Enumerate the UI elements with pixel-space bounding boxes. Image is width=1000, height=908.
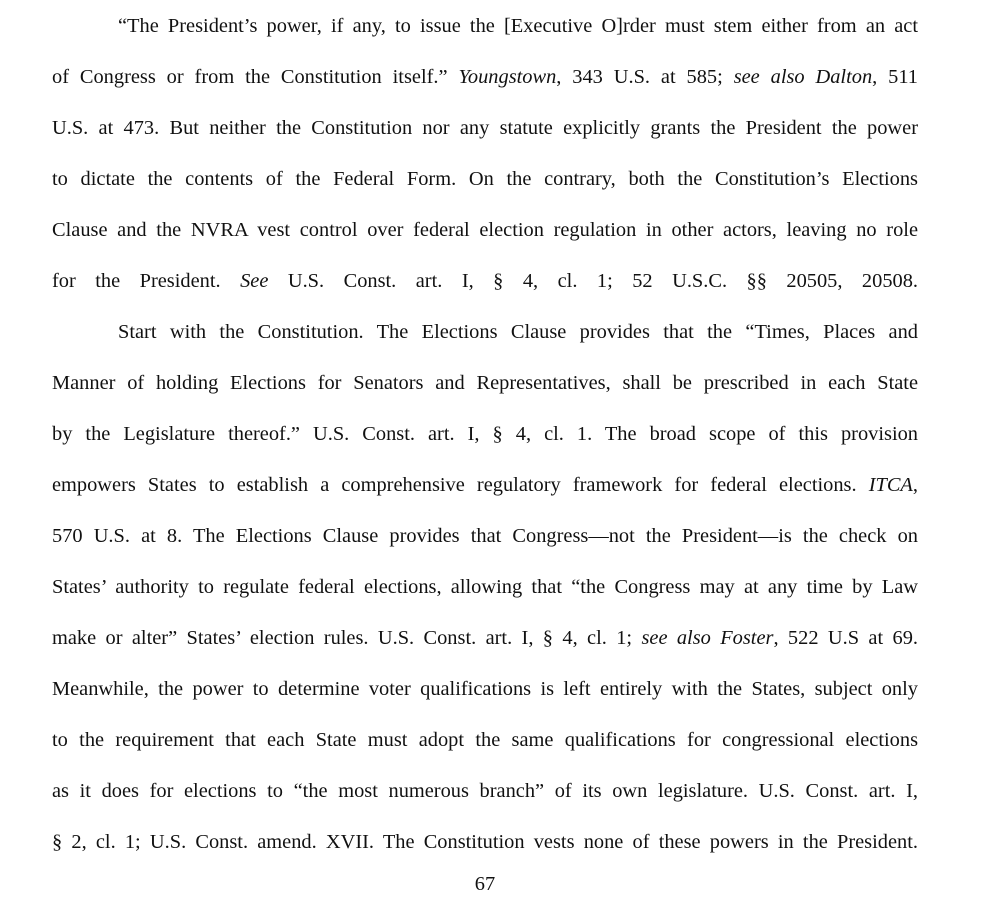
text-segment: Start with the Constitution. The Elections Clause provides that the “Times, Places and xyxy=(118,321,918,343)
text-line xyxy=(52,106,918,157)
text-line xyxy=(52,208,918,259)
document-page xyxy=(52,4,918,871)
text-line xyxy=(52,310,918,361)
citation-italic: See xyxy=(240,270,269,292)
text-segment: to dictate the contents of the Federal Form. On the contrary, both the Constitution’s Elections xyxy=(52,168,918,190)
text-segment: to the requirement that each State must adopt the same qualifications for congressional elections xyxy=(52,729,918,751)
text-segment: U.S. Const. art. I, § 4, cl. 1; 52 U.S.C. §§ 20505, 20508. xyxy=(268,270,919,292)
text-segment: 570 U.S. at 8. The Elections Clause provides that Congress—not the President—is the check on xyxy=(52,525,918,547)
text-segment: of Congress or from the Constitution itself.” xyxy=(52,66,459,88)
paragraph-2 xyxy=(52,310,918,871)
text-line xyxy=(52,361,918,412)
text-segment: U.S. at 473. But neither the Constitution nor any statute explicitly grants the President the power xyxy=(52,117,918,139)
text-line xyxy=(52,616,918,667)
citation-italic: Youngstown xyxy=(458,66,557,88)
text-line xyxy=(52,667,918,718)
text-segment: , xyxy=(912,474,918,496)
text-line xyxy=(52,514,918,565)
text-line xyxy=(52,820,918,871)
paragraph-1 xyxy=(52,4,918,310)
text-line xyxy=(52,4,918,55)
text-line xyxy=(52,259,918,310)
text-segment: , 343 U.S. at 585; xyxy=(556,66,734,88)
text-segment: § 2, cl. 1; U.S. Const. amend. XVII. The Constitution vests none of these powers in the President. xyxy=(52,831,918,853)
text-line xyxy=(52,769,918,820)
text-segment: as it does for elections to “the most numerous branch” of its own legislature. U.S. Const. art. I, xyxy=(52,780,918,802)
text-segment: , 522 U.S at 69. xyxy=(773,627,918,649)
text-line xyxy=(52,718,918,769)
text-line xyxy=(52,565,918,616)
text-segment: , 511 xyxy=(872,66,918,88)
text-line xyxy=(52,157,918,208)
text-segment: for the President. xyxy=(52,270,241,292)
text-segment: empowers States to establish a comprehensive regulatory framework for federal elections. xyxy=(52,474,869,496)
text-segment: by the Legislature thereof.” U.S. Const. art. I, § 4, cl. 1. The broad scope of this provision xyxy=(52,423,918,445)
text-line xyxy=(52,55,918,106)
text-segment: “The President’s power, if any, to issue the [Executive O]rder must stem either from an act xyxy=(118,15,918,37)
text-segment: States’ authority to regulate federal elections, allowing that “the Congress may at any time by Law xyxy=(52,576,918,598)
text-segment: Clause and the NVRA vest control over federal election regulation in other actors, leaving no role xyxy=(52,219,918,241)
text-segment: Manner of holding Elections for Senators and Representatives, shall be prescribed in each State xyxy=(52,372,918,394)
citation-italic: ITCA xyxy=(868,474,913,496)
text-line xyxy=(52,412,918,463)
text-segment: Meanwhile, the power to determine voter qualifications is left entirely with the States, subject only xyxy=(52,678,918,700)
page-number: 67 xyxy=(474,873,496,895)
citation-italic: see also Dalton xyxy=(733,66,873,88)
text-line xyxy=(52,463,918,514)
text-segment: make or alter” States’ election rules. U.S. Const. art. I, § 4, cl. 1; xyxy=(52,627,642,649)
citation-italic: see also Foster xyxy=(641,627,774,649)
